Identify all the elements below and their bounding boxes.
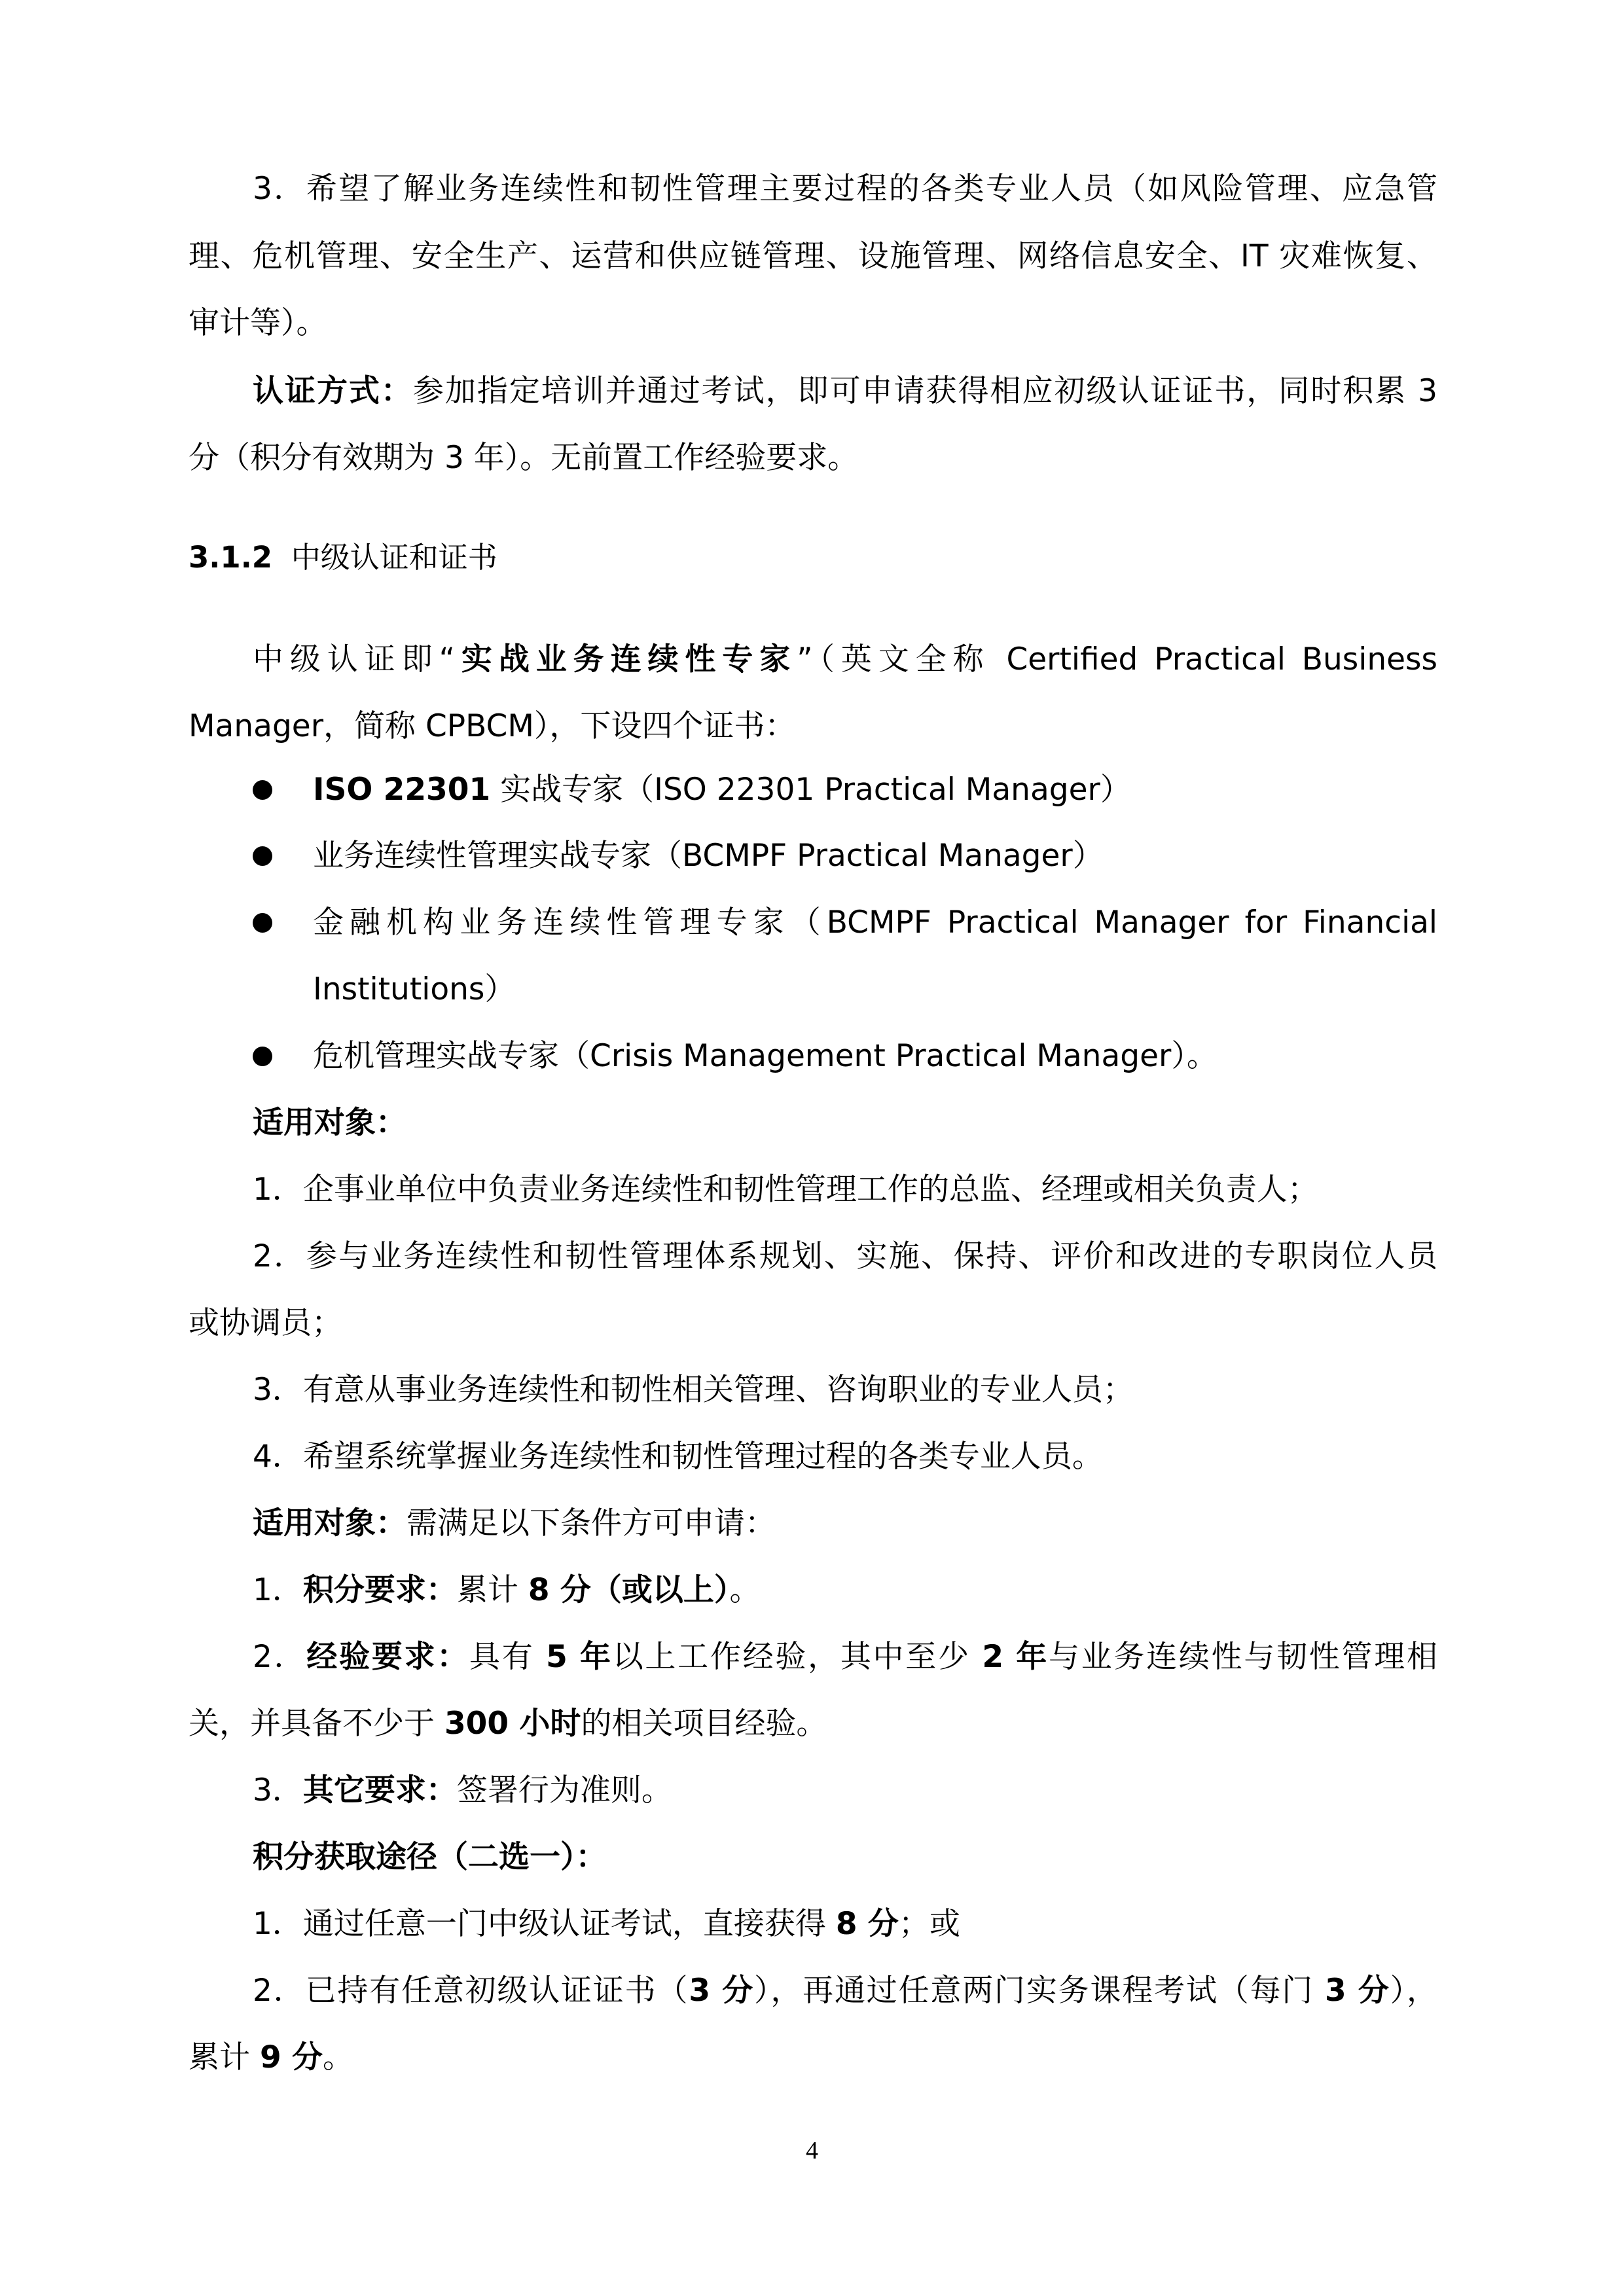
- section-number: 3.1.2: [189, 540, 273, 575]
- credit-paths-label: 积分获取途径（二选一）：: [253, 1839, 607, 1875]
- audience-item: 2．参与业务连续性和韧性管理体系规划、实施、保持、评价和改进的专职岗位人员: [253, 1238, 1437, 1274]
- paragraph-line: 理、危机管理、安全生产、运营和供应链管理、设施管理、网络信息安全、IT 灾难恢复、: [189, 238, 1437, 274]
- audience-item: 1．企事业单位中负责业务连续性和韧性管理工作的总监、经理或相关负责人；: [253, 1172, 1318, 1208]
- credit-path-item-continuation: 累计 9 分。: [189, 2039, 354, 2075]
- audience-item-continuation: 或协调员；: [189, 1305, 342, 1341]
- requirement-experience-continuation: 关，并具备不少于 300 小时的相关项目经验。: [189, 1706, 827, 1742]
- page-number: 4: [806, 2137, 818, 2164]
- application-line: 适用对象：需满足以下条件方可申请：: [253, 1505, 776, 1541]
- intro-line: 中级认证即“实战业务连续性专家”（英文全称 Certified Practical Business: [253, 641, 1437, 677]
- requirement-other: 3．其它要求：签署行为准则。: [253, 1772, 672, 1808]
- bullet-dot-icon: [253, 780, 272, 800]
- requirement-credits: 1．积分要求：累计 8 分（或以上）。: [253, 1572, 761, 1608]
- certification-method-line: 认证方式：参加指定培训并通过考试，即可申请获得相应初级认证证书，同时积累 3: [253, 373, 1437, 409]
- target-audience-label: 适用对象：: [253, 1105, 406, 1141]
- certification-method-line: 分（积分有效期为 3 年）。无前置工作经验要求。: [189, 440, 859, 476]
- requirement-experience: 2．经验要求：具有 5 年以上工作经验，其中至少 2 年与业务连续性与韧性管理相: [253, 1639, 1437, 1675]
- credit-path-item: 2．已持有任意初级认证证书（3 分），再通过任意两门实务课程考试（每门 3 分），: [253, 1973, 1437, 2009]
- paragraph-line: 审计等）。: [189, 305, 327, 341]
- section-heading: [189, 537, 497, 579]
- bullet-dot-icon: [253, 1047, 272, 1066]
- certificate-item: 危机管理实战专家（Crisis Management Practical Manager）。: [313, 1038, 1218, 1074]
- bullet-dot-icon: [253, 913, 272, 933]
- credit-path-item: 1．通过任意一门中级认证考试，直接获得 8 分；或: [253, 1906, 960, 1942]
- intro-line: Manager，简称 CPBCM），下设四个证书：: [189, 708, 796, 744]
- certificate-item-continuation: Institutions）: [313, 971, 516, 1007]
- certification-method-label: 认证方式：: [253, 373, 413, 409]
- certificate-item: ISO 22301 实战专家（ISO 22301 Practical Manager）: [313, 772, 1131, 808]
- paragraph-line: 3．希望了解业务连续性和韧性管理主要过程的各类专业人员（如风险管理、应急管: [253, 171, 1437, 207]
- audience-item: 3．有意从事业务连续性和韧性相关管理、咨询职业的专业人员；: [253, 1372, 1134, 1408]
- section-title: 中级认证和证书: [291, 540, 497, 575]
- audience-item: 4．希望系统掌握业务连续性和韧性管理过程的各类专业人员。: [253, 1439, 1103, 1475]
- certificate-item: 业务连续性管理实战专家（BCMPF Practical Manager）: [313, 838, 1104, 874]
- certificate-item: 金融机构业务连续性管理专家（BCMPF Practical Manager for Financial: [313, 905, 1437, 941]
- bullet-dot-icon: [253, 846, 272, 866]
